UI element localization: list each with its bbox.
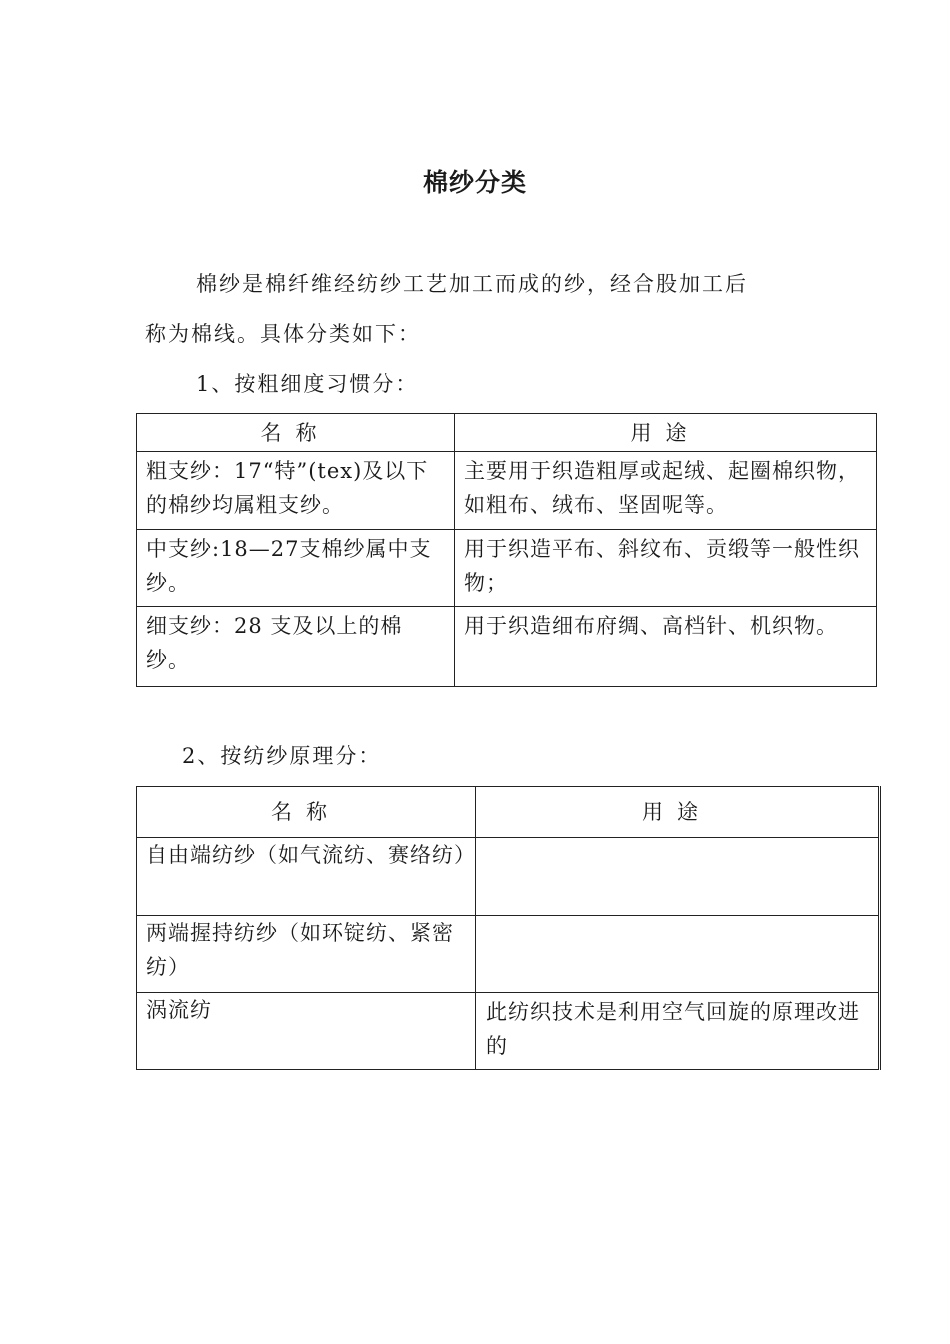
- yarn-use-cell: 用于织造平布、斜纹布、贡缎等一般性织物；: [455, 530, 877, 607]
- intro-paragraph-line-1: 棉纱是棉纤维经纺纱工艺加工而成的纱，经合股加工后: [196, 272, 748, 296]
- spinning-name-cell: 自由端纺纱（如气流纺、赛络纺）: [137, 838, 476, 916]
- intro-paragraph-line-2: 称为棉线。具体分类如下：: [145, 322, 421, 346]
- table-row: [137, 607, 877, 687]
- yarn-count-table: [136, 413, 877, 687]
- table-row: [137, 452, 877, 530]
- table-row: [137, 530, 877, 607]
- table-header-row: [137, 414, 877, 452]
- document-title: 棉纱分类: [422, 168, 527, 197]
- yarn-name-cell: 粗支纱：17“特”(tex)及以下的棉纱均属粗支纱。: [137, 452, 455, 530]
- spinning-use-cell: [476, 916, 880, 993]
- spinning-name-cell: 两端握持纺纱（如环锭纺、紧密纺）: [137, 916, 476, 993]
- spinning-principle-table: [136, 786, 881, 1070]
- section-2-heading: 2、按纺纱原理分：: [182, 744, 382, 768]
- table-row: [137, 993, 880, 1070]
- spinning-use-cell: 此纺织技术是利用空气回旋的原理改进的: [476, 993, 880, 1070]
- table-row: [137, 838, 880, 916]
- yarn-name-cell: 中支纱:18—27支棉纱属中支纱。: [137, 530, 455, 607]
- column-header-name: 名称: [137, 787, 476, 838]
- yarn-use-cell: 主要用于织造粗厚或起绒、起圈棉织物，如粗布、绒布、坚固呢等。: [455, 452, 877, 530]
- spinning-name-cell: 涡流纺: [137, 993, 476, 1070]
- column-header-use: 用途: [476, 787, 880, 838]
- yarn-name-cell: 细支纱：28 支及以上的棉纱。: [137, 607, 455, 687]
- column-header-name: 名称: [137, 414, 455, 452]
- section-1-heading: 1、按粗细度习惯分：: [196, 372, 419, 396]
- yarn-use-cell: 用于织造细布府绸、高档针、机织物。: [455, 607, 877, 687]
- column-header-use: 用途: [455, 414, 877, 452]
- table-header-row: [137, 787, 880, 838]
- spinning-use-cell: [476, 838, 880, 916]
- table-row: [137, 916, 880, 993]
